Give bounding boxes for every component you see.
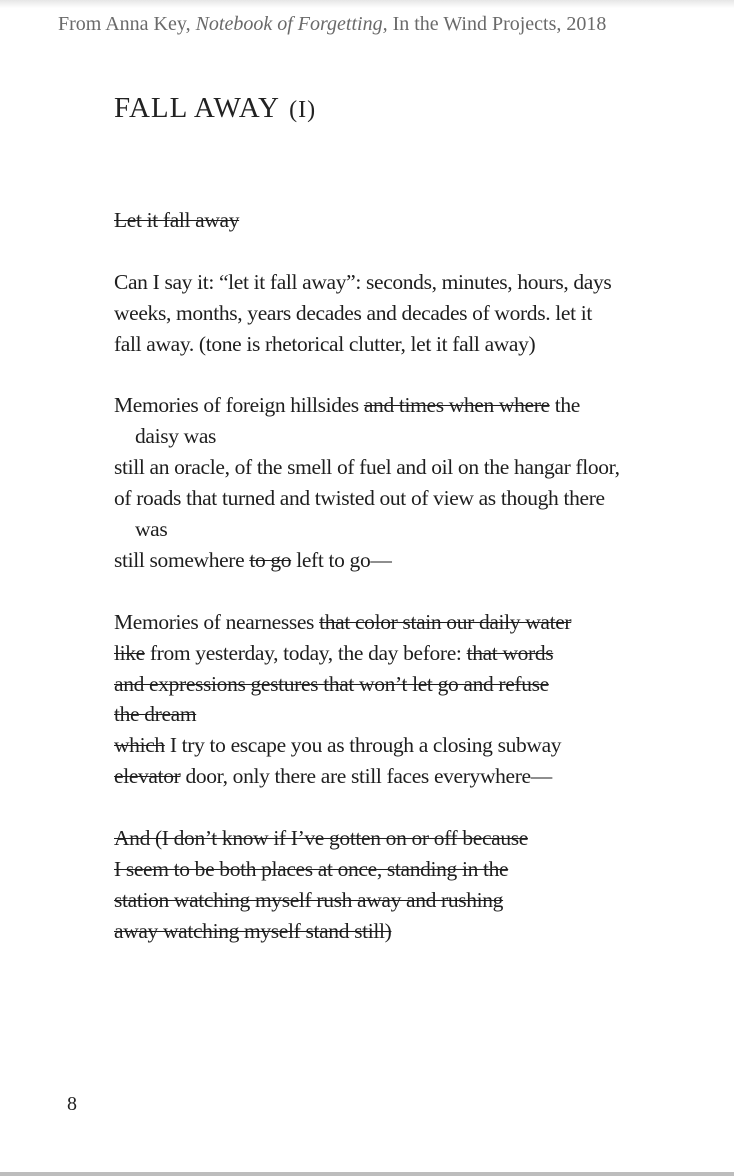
struck-text: like <box>114 640 145 665</box>
poem-line <box>114 854 704 885</box>
struck-text: the dream <box>114 702 197 727</box>
stanza-break <box>114 360 704 391</box>
poem-line <box>114 669 704 700</box>
line-text: still somewhere <box>114 547 245 572</box>
line-text: from yesterday, today, the day before: <box>149 640 462 665</box>
poem-line-continuation: was <box>135 517 168 542</box>
poem-line <box>114 545 704 576</box>
struck-text: Let it fall away <box>114 208 240 232</box>
struck-text: that color stain our daily water <box>319 609 572 634</box>
line-text: door, only there are still faces everywhere— <box>185 764 552 789</box>
poem-line <box>114 607 704 638</box>
poem-line <box>114 761 704 792</box>
poem-line: fall away. (tone is rhetorical clutter, let it fall away) <box>114 331 536 356</box>
poem-line: of roads that turned and twisted out of view as though there <box>114 486 605 511</box>
struck-text: that words <box>466 640 554 665</box>
stanza-break <box>114 576 704 607</box>
struck-text: which <box>114 733 165 758</box>
stanza-break <box>114 236 704 267</box>
page-number: 8 <box>67 1093 77 1115</box>
poem-line <box>114 823 704 854</box>
poem-line <box>114 699 704 730</box>
poem-title-number: (I) <box>289 97 317 123</box>
citation-book-title: Notebook of Forgetting, <box>195 13 388 35</box>
line-text: Memories of foreign hillsides <box>114 393 359 418</box>
struck-text: elevator <box>114 764 181 789</box>
source-citation <box>58 13 606 36</box>
poem-title-text: FALL AWAY <box>114 92 279 124</box>
line-text: Memories of nearnesses <box>114 609 315 634</box>
struck-text: to go <box>249 547 292 572</box>
citation-author: From Anna Key, <box>58 13 191 35</box>
poem-line <box>114 885 704 916</box>
poem-line: still an oracle, of the smell of fuel and oil on the hangar floor, <box>114 455 620 480</box>
struck-text: and times when where <box>363 393 550 418</box>
struck-text: away watching myself stand still) <box>114 918 392 943</box>
poem-line <box>114 730 704 761</box>
struck-text: station watching myself rush away and rushing <box>114 887 504 912</box>
top-edge-shadow <box>0 0 734 8</box>
poem-line <box>114 390 704 421</box>
poem-line: Can I say it: “let it fall away”: seconds, minutes, hours, days <box>114 269 612 294</box>
citation-publisher: In the Wind Projects, 2018 <box>392 13 607 35</box>
stanza-break <box>114 792 704 823</box>
line-text: left to go— <box>296 547 392 572</box>
poem-line: weeks, months, years decades and decades of words. let it <box>114 300 592 325</box>
line-text: the <box>554 393 580 418</box>
poem-line-continuation: daisy was <box>135 424 217 449</box>
poem-line <box>114 205 704 236</box>
struck-text: And (I don’t know if I’ve gotten on or off because <box>114 826 528 851</box>
poem-line <box>114 916 704 947</box>
poem-line <box>114 638 704 669</box>
poem-body <box>114 205 704 947</box>
struck-text: and expressions gestures that won’t let go and refuse <box>114 671 549 696</box>
poem-title <box>114 92 316 125</box>
struck-text: I seem to be both places at once, standing in the <box>114 856 509 881</box>
page-bottom-edge <box>0 1172 734 1176</box>
line-text: I try to escape you as through a closing subway <box>169 733 562 758</box>
